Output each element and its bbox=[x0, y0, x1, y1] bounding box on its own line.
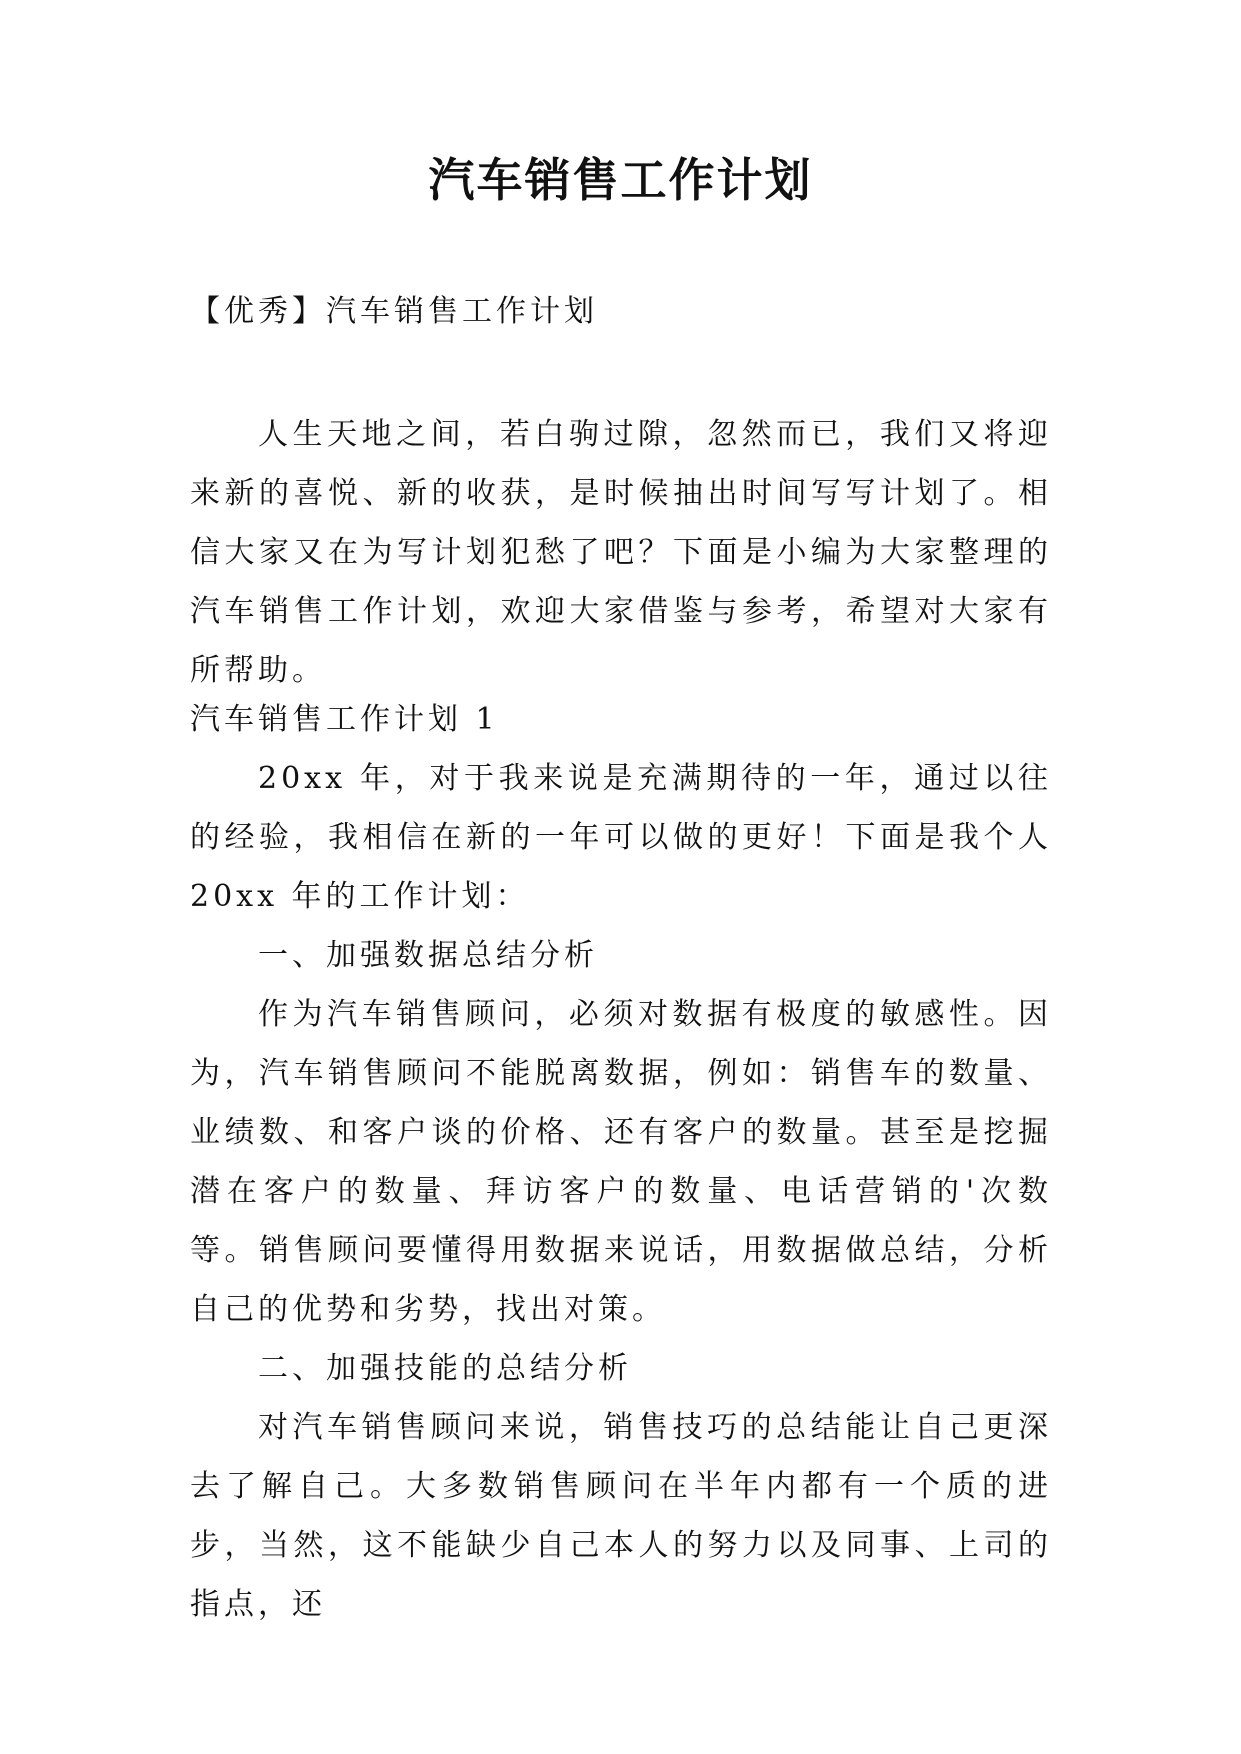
paragraph-data-analysis: 作为汽车销售顾问，必须对数据有极度的敏感性。因为，汽车销售顾问不能脱离数据，例如：销售车的数量、业绩数、和客户谈的价格、还有客户的数量。甚至是挖掘潜在客户的数量、拜访客户的数量、电话营销的'次数等。销售顾问要懂得用数据来说话，用数据做总结，分析自己的优势和劣势，找出对策。 bbox=[190, 997, 1052, 1327]
document-subtitle: 【优秀】汽车销售工作计划 bbox=[190, 294, 598, 329]
intro-section bbox=[190, 405, 1052, 700]
section-title: 汽车销售工作计划 1 bbox=[190, 702, 499, 737]
document-title: 汽车销售工作计划 bbox=[428, 153, 813, 207]
heading-skill-analysis: 二、加强技能的总结分析 bbox=[258, 1351, 632, 1386]
intro-paragraph: 人生天地之间，若白驹过隙，忽然而已，我们又将迎来新的喜悦、新的收获，是时候抽出时间写写计划了。相信大家又在为写计划犯愁了吧？下面是小编为大家整理的汽车销售工作计划，欢迎大家借鉴与参考，希望对大家有所帮助。 bbox=[190, 417, 1052, 688]
paragraph-1: 20xx 年，对于我来说是充满期待的一年，通过以往的经验，我相信在新的一年可以做的更好！下面是我个人 20xx 年的工作计划： bbox=[190, 761, 1052, 914]
heading-data-analysis: 一、加强数据总结分析 bbox=[258, 938, 598, 973]
plan-section bbox=[190, 690, 1052, 1634]
paragraph-skill-analysis: 对汽车销售顾问来说，销售技巧的总结能让自己更深去了解自己。大多数销售顾问在半年内都有一个质的进步，当然，这不能缺少自己本人的努力以及同事、上司的指点，还 bbox=[190, 1410, 1052, 1622]
